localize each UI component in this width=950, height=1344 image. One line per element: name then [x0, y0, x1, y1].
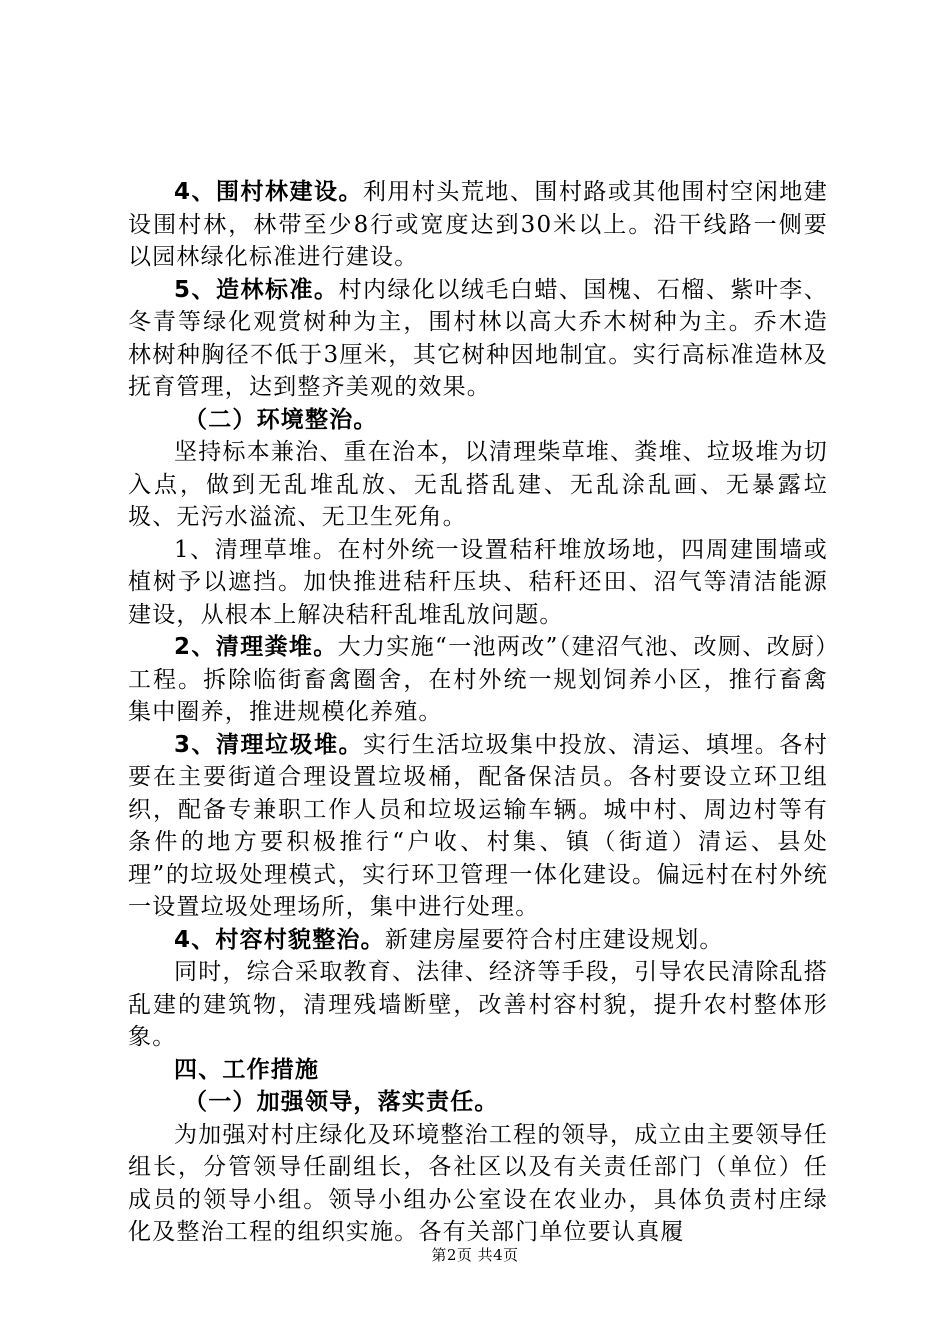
heading-text: （一）加强领导，落实责任。	[184, 1089, 499, 1115]
paragraph-text: 大力实施“一池两改”（建沼气池、改厕、改厨）工程。拆除临街畜禽圈舍，在村外统一规划饲养小区，推行畜禽集中圈养，推进规模化养殖。	[128, 634, 828, 725]
paragraph-afforestation-standard	[128, 274, 828, 404]
paragraph-text: 新建房屋要符合村庄建设规划。	[384, 926, 724, 953]
paragraph-tree-belt	[128, 176, 828, 274]
paragraph-lead: 4、围村林建设。	[174, 179, 363, 205]
paragraph-comprehensive-measures	[128, 956, 828, 1054]
paragraph-text: 1、清理草堆。在村外统一设置秸秆堆放场地，四周建围墙或植树予以遮挡。加快推进秸秆压块、秸秆还田、沼气等清洁能源建设，从根本上解决秸秆乱堆乱放问题。	[128, 536, 828, 628]
section-heading-work-measures	[128, 1054, 828, 1087]
paragraph-text: 为加强对村庄绿化及环境整治工程的领导，成立由主要领导任组长，分管领导任副组长，各社区以及有关责任部门（单位）任成员的领导小组。领导小组办公室设在农业办，具体负责村庄绿化及整治工程的组织实施。各有关部门单位要认真履	[128, 1121, 828, 1245]
heading-text: （二）环境整治。	[184, 406, 378, 433]
paragraph-lead: 2、清理粪堆。	[174, 634, 338, 660]
paragraph-clean-straw	[128, 534, 828, 632]
section-heading-environment	[128, 404, 828, 437]
paragraph-text: 村内绿化以绒毛白蜡、国槐、石榴、紫叶李、冬青等绿化观赏树种为主，围村林以高大乔木树种为主。乔木造林树种胸径不低于3厘米，其它树种因地制宜。实行高标准造林及抚育管理，达到整齐美观的效果。	[128, 276, 829, 400]
paragraph-text: 利用村头荒地、围村路或其他围村空闲地建设围村林，林带至少8行或宽度达到30米以上。沿干线路一侧要以园林绿化标准进行建设。	[128, 179, 828, 270]
page-number-footer: 第2页 共4页	[431, 1246, 519, 1264]
paragraph-text: 同时，综合采取教育、法律、经济等手段，引导农民清除乱搭乱建的建筑物，清理残墙断壁，改善村容村貌，提升农村整体形象。	[128, 959, 828, 1050]
paragraph-principle	[128, 436, 828, 534]
document-body	[128, 176, 828, 1249]
paragraph-text: 坚持标本兼治、重在治本，以清理柴草堆、粪堆、垃圾堆为切入点，做到无乱堆乱放、无乱搭乱建、无乱涂乱画、无暴露垃圾、无污水溢流、无卫生死角。	[128, 439, 828, 530]
heading-text: 四、工作措施	[174, 1056, 320, 1083]
paragraph-lead: 5、造林标准。	[174, 276, 339, 303]
paragraph-lead: 4、村容村貌整治。	[174, 926, 385, 953]
paragraph-leadership-group	[128, 1119, 828, 1249]
paragraph-clean-manure	[128, 631, 828, 729]
paragraph-text: 实行生活垃圾集中投放、清运、填埋。各村要在主要街道合理设置垃圾桶，配备保洁员。各村要设立环卫组织，配备专兼职工作人员和垃圾运输车辆。城中村、周边村等有条件的地方要积极推行“户收、村集、镇（街道）清运、县处理”的垃圾处理模式，实行环卫管理一体化建设。偏远村在村外统一设置垃圾处理场所，集中进行处理。	[128, 731, 828, 920]
paragraph-lead: 3、清理垃圾堆。	[174, 731, 363, 758]
paragraph-clean-garbage	[128, 729, 828, 924]
subsection-heading-leadership	[128, 1086, 828, 1119]
paragraph-village-appearance	[128, 924, 828, 957]
